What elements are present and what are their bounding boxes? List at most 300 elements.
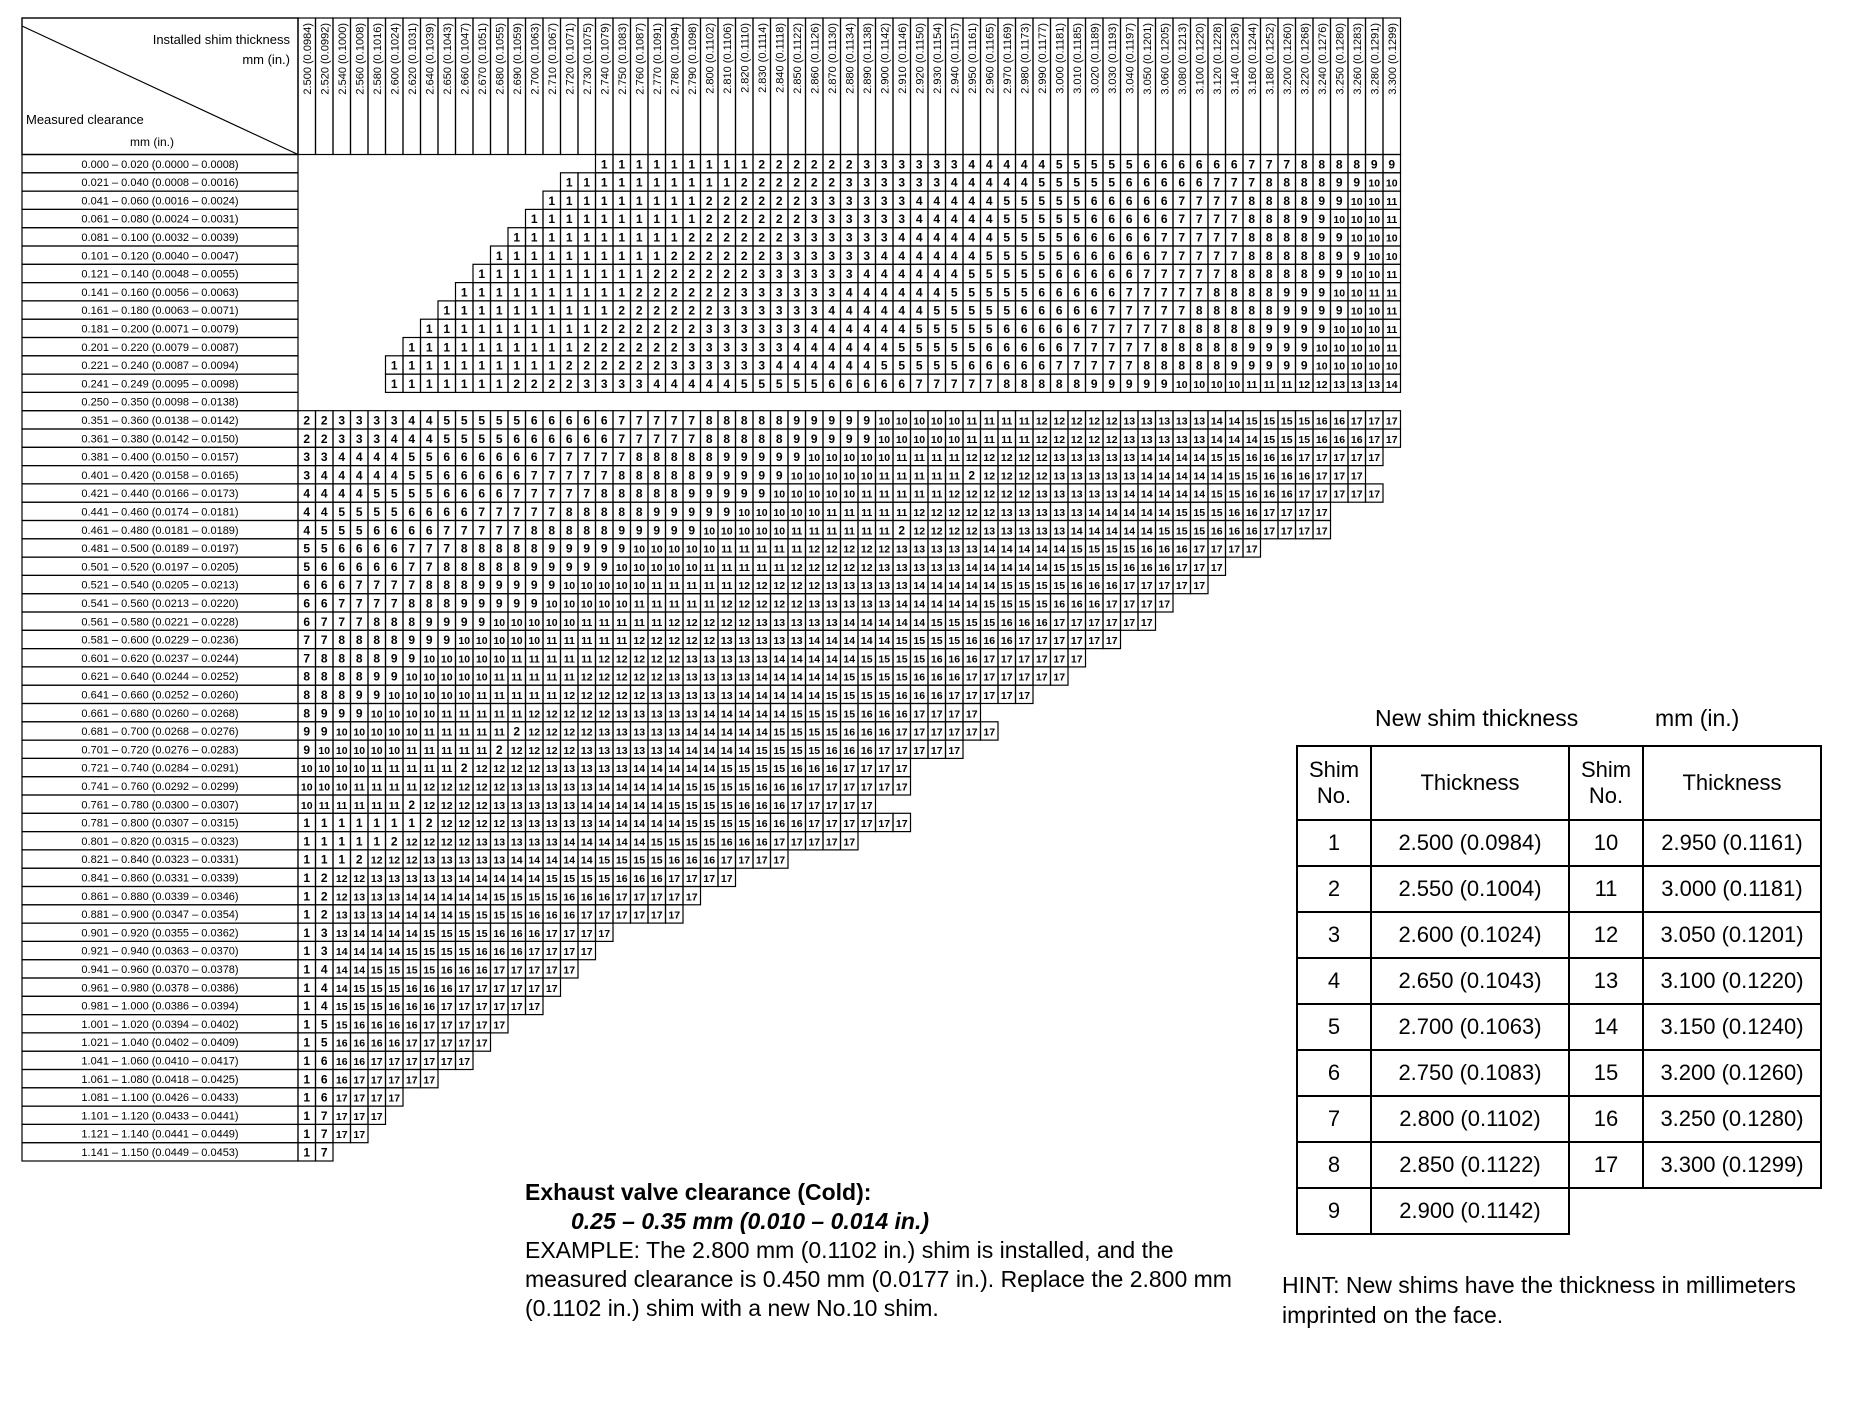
shim-number: 17 (965, 671, 978, 684)
shim-number: 4 (828, 358, 836, 373)
shim-number: 1 (530, 230, 538, 245)
shim-number: 10 (650, 543, 663, 556)
shim-number: 7 (355, 614, 363, 629)
shim-number: 4 (303, 486, 311, 501)
shim-number: 15 (563, 873, 576, 885)
shim-number: 8 (530, 541, 538, 556)
shim-number: 10 (405, 690, 418, 702)
shim-number: 11 (318, 799, 330, 812)
shim-number: 10 (1350, 232, 1363, 245)
shim-number: 11 (353, 781, 365, 794)
shim-number: 15 (1158, 525, 1171, 538)
shim-no: 11 (1569, 866, 1643, 912)
shim-number: 17 (1350, 452, 1363, 465)
shim-number: 14 (1175, 470, 1188, 483)
shim-number: 12 (825, 543, 838, 556)
shim-number: 8 (1283, 212, 1291, 227)
shim-number: 17 (1070, 653, 1083, 666)
shim-number: 7 (618, 431, 626, 446)
shim-number: 10 (300, 799, 313, 812)
shim-number: 15 (1175, 507, 1188, 519)
shim-number: 17 (1035, 653, 1048, 666)
shim-number: 2 (355, 852, 363, 867)
shim-number: 14 (738, 690, 751, 702)
shim-number: 6 (530, 431, 538, 446)
column-header-label: 2.760 (0.1087) (634, 23, 647, 95)
shim-number: 7 (373, 596, 381, 611)
row-header-label: 0.351 – 0.360 (0.0138 – 0.0142) (81, 415, 239, 427)
shim-number: 8 (1248, 212, 1256, 227)
shim-number: 12 (580, 671, 593, 684)
shim-number: 3 (635, 376, 643, 391)
shim-number: 3 (758, 267, 766, 282)
shim-number: 8 (1318, 175, 1326, 190)
shim-number: 7 (600, 450, 608, 465)
shim-number: 12 (983, 452, 996, 465)
shim-number: 12 (1000, 470, 1013, 483)
shim-number: 3 (775, 267, 783, 282)
shim-number: 17 (965, 708, 978, 721)
shim-number: 17 (790, 836, 803, 849)
shim-number: 5 (373, 486, 381, 501)
shim-number: 9 (1265, 322, 1273, 336)
shim-number: 14 (1193, 488, 1206, 501)
row-header-label: 0.081 – 0.100 (0.0032 – 0.0039) (81, 232, 239, 244)
shim-number: 6 (390, 523, 398, 538)
shim-number: 9 (740, 468, 748, 483)
shim-number: 7 (1108, 322, 1116, 336)
shim-number: 11 (476, 726, 488, 739)
shim-number: 9 (1353, 248, 1361, 263)
shim-number: 17 (580, 909, 593, 922)
shim-number: 13 (1070, 470, 1083, 483)
shim-number: 10 (510, 635, 523, 648)
shim-number: 2 (775, 175, 783, 190)
shim-number: 15 (388, 964, 401, 977)
shim-number: 8 (1195, 303, 1203, 318)
shim-number: 6 (338, 559, 346, 574)
shim-number: 17 (335, 1129, 348, 1142)
shim-number: 4 (320, 505, 328, 519)
shim-number: 17 (825, 818, 838, 831)
shim-number: 8 (303, 706, 311, 721)
shim-number: 11 (931, 470, 943, 483)
shim-number: 11 (703, 580, 715, 593)
shim-number: 14 (423, 891, 436, 904)
shim-number: 1 (583, 212, 591, 227)
shim-number: 12 (965, 525, 978, 538)
shim-number: 8 (1160, 358, 1168, 373)
shim-number: 14 (965, 580, 978, 593)
column-header-label: 2.680 (0.1055) (494, 23, 507, 95)
shim-number: 16 (1350, 433, 1363, 446)
shim-number: 6 (583, 431, 591, 446)
shim-number: 17 (685, 891, 698, 904)
shim-number: 15 (1000, 598, 1013, 611)
shim-number: 14 (633, 836, 646, 849)
shim-number: 10 (895, 415, 908, 428)
shim-number: 5 (915, 322, 923, 336)
shim-number: 15 (1228, 452, 1241, 465)
shim-number: 6 (460, 468, 468, 483)
shim-number: 7 (653, 413, 661, 428)
shim-number: 1 (303, 1072, 311, 1087)
shim-number: 11 (581, 635, 593, 648)
shim-number: 17 (1070, 616, 1083, 629)
shim-number: 7 (1195, 248, 1203, 263)
shim-number: 8 (443, 559, 451, 574)
shim-number: 14 (773, 690, 786, 702)
shim-number: 6 (1038, 303, 1046, 318)
shim-number: 7 (1160, 285, 1168, 300)
shim-number: 6 (530, 450, 538, 465)
shim-number: 10 (1315, 360, 1328, 373)
shim-number: 13 (860, 580, 873, 593)
shim-number: 9 (600, 541, 608, 556)
shim-number: 17 (388, 1074, 401, 1087)
shim-number: 17 (440, 1037, 453, 1050)
shim-number: 7 (513, 523, 521, 538)
shim-number: 15 (878, 690, 891, 702)
shim-number: 4 (793, 340, 801, 355)
shim-number: 9 (1335, 193, 1343, 208)
shim-number: 15 (1088, 543, 1101, 556)
shim-number: 14 (615, 781, 628, 794)
shim-number: 5 (355, 523, 363, 538)
shim-number: 6 (1090, 193, 1098, 208)
col-thickness-2: Thickness (1643, 746, 1821, 820)
shim-number: 8 (1248, 248, 1256, 263)
shim-number: 14 (598, 818, 611, 831)
shim-number: 4 (933, 212, 941, 227)
shim-number: 7 (320, 1145, 328, 1160)
shim-number: 7 (1125, 303, 1133, 318)
column-header-label: 2.830 (0.1114) (756, 23, 769, 93)
shim-number: 16 (1105, 580, 1118, 593)
column-header-label: 2.930 (0.1154) (931, 23, 944, 94)
shim-number: 12 (440, 836, 453, 849)
shim-number: 5 (1090, 175, 1098, 190)
shim-number: 17 (1193, 580, 1206, 593)
shim-no: 7 (1297, 1096, 1371, 1142)
row-header-label: 0.141 – 0.160 (0.0056 – 0.0063) (81, 286, 239, 299)
shim-number: 11 (563, 671, 575, 684)
shim-number: 7 (1125, 358, 1133, 373)
shim-number: 7 (408, 541, 416, 556)
shim-number: 11 (931, 488, 943, 501)
row-header-label: 0.721 – 0.740 (0.0284 – 0.0291) (81, 762, 239, 775)
shim-number: 1 (303, 962, 311, 977)
shim-number: 10 (563, 616, 576, 629)
shim-number: 12 (580, 726, 593, 739)
shim-number: 12 (475, 818, 488, 831)
shim-number: 14 (1140, 525, 1153, 538)
shim-number: 2 (775, 212, 783, 227)
shim-number: 12 (528, 726, 541, 739)
shim-number: 16 (825, 744, 838, 757)
shim-number: 4 (933, 193, 941, 208)
shim-number: 9 (1283, 340, 1291, 355)
shim-number: 14 (633, 763, 646, 776)
shim-number: 16 (790, 763, 803, 776)
shim-number: 3 (303, 468, 311, 483)
shim-number: 4 (828, 340, 836, 355)
shim-number: 11 (1386, 305, 1398, 318)
shim-number: 15 (598, 873, 611, 885)
shim-number: 17 (1140, 580, 1153, 593)
shim-number: 2 (705, 303, 713, 318)
shim-number: 16 (493, 946, 506, 959)
shim-number: 15 (930, 635, 943, 648)
shim-number: 16 (405, 1019, 418, 1032)
shim-number: 12 (405, 854, 418, 867)
shim-number: 7 (1073, 340, 1081, 355)
shim-number: 13 (1158, 415, 1171, 428)
shim-number: 5 (460, 413, 468, 428)
shim-number: 17 (353, 1074, 366, 1087)
shim-number: 10 (1333, 214, 1346, 227)
shim-number: 11 (878, 470, 890, 483)
shim-number: 12 (790, 561, 803, 574)
shim-number: 16 (1245, 507, 1258, 519)
shim-number: 3 (758, 358, 766, 373)
shim-number: 15 (370, 964, 383, 977)
shim-number: 13 (510, 818, 523, 831)
shim-number: 11 (458, 744, 470, 757)
shim-number: 3 (740, 285, 748, 300)
shim-number: 14 (335, 946, 348, 959)
shim-number: 10 (808, 488, 821, 501)
shim-number: 1 (513, 322, 521, 336)
shim-number: 6 (565, 413, 573, 428)
shim-number: 17 (773, 836, 786, 849)
shim-number: 2 (618, 358, 626, 373)
shim-number: 16 (738, 799, 751, 812)
shim-number: 15 (598, 854, 611, 867)
shim-number: 12 (948, 507, 961, 519)
shim-number: 2 (320, 889, 328, 904)
shim-number: 8 (1213, 322, 1221, 336)
shim-number: 10 (300, 763, 313, 776)
shim-number: 7 (1213, 230, 1221, 245)
shim-number: 6 (373, 541, 381, 556)
shim-number: 14 (1140, 488, 1153, 501)
shim-number: 6 (355, 559, 363, 574)
shim-number: 10 (353, 763, 366, 776)
shim-number: 15 (1210, 507, 1223, 519)
column-header-label: 2.640 (0.1039) (424, 23, 437, 95)
shim-number: 14 (510, 854, 523, 867)
shim-number: 7 (408, 559, 416, 574)
shim-number: 17 (1123, 616, 1136, 629)
row-header-label: 0.381 – 0.400 (0.0150 – 0.0157) (81, 451, 239, 464)
row-header-label: 0.000 – 0.020 (0.0000 – 0.0008) (81, 158, 239, 171)
shim-number: 1 (408, 376, 416, 391)
shim-number: 17 (493, 1019, 506, 1032)
shim-number: 14 (668, 763, 681, 776)
shim-number: 10 (318, 763, 331, 776)
corner-left-label-2: mm (in.) (130, 135, 174, 149)
shim-number: 3 (740, 322, 748, 336)
shim-number: 11 (966, 415, 978, 428)
shim-number: 14 (755, 690, 768, 702)
shim-thickness: 3.250 (0.1280) (1643, 1096, 1821, 1142)
shim-number: 2 (670, 267, 678, 282)
shim-number: 10 (790, 488, 803, 501)
shim-number: 7 (338, 614, 346, 629)
shim-number: 14 (825, 653, 838, 666)
shim-number: 12 (423, 836, 436, 849)
shim-number: 14 (1210, 415, 1223, 428)
shim-number: 10 (1193, 378, 1206, 391)
column-header-label: 2.860 (0.1126) (809, 23, 822, 94)
shim-number: 17 (545, 982, 558, 995)
shim-number: 13 (510, 799, 523, 812)
shim-number: 3 (775, 248, 783, 263)
shim-number: 17 (755, 854, 768, 867)
shim-number: 7 (1090, 340, 1098, 355)
shim-number: 6 (898, 376, 906, 391)
shim-number: 2 (758, 175, 766, 190)
shim-number: 13 (913, 543, 926, 556)
shim-number: 3 (898, 212, 906, 227)
shim-number: 13 (475, 836, 488, 849)
shim-number: 17 (353, 1110, 366, 1123)
shim-number: 1 (583, 303, 591, 318)
shim-number: 1 (688, 175, 696, 190)
shim-number: 17 (353, 1129, 366, 1142)
shim-number: 1 (443, 376, 451, 391)
shim-number: 13 (843, 580, 856, 593)
shim-number: 1 (390, 358, 398, 373)
shim-number: 13 (353, 891, 366, 904)
shim-number: 5 (1038, 212, 1046, 227)
shim-number: 4 (810, 340, 818, 355)
shim-number: 8 (653, 450, 661, 465)
shim-number: 14 (1158, 507, 1171, 519)
shim-number: 13 (1070, 488, 1083, 501)
column-header-label: 3.300 (0.1299) (1386, 23, 1399, 95)
shim-number: 14 (930, 580, 943, 593)
shim-number: 4 (985, 212, 993, 227)
shim-number: 6 (1160, 175, 1168, 190)
shim-number: 12 (1035, 452, 1048, 465)
shim-number: 7 (915, 376, 923, 391)
shim-number: 11 (1001, 415, 1013, 428)
shim-number: 8 (635, 450, 643, 465)
shim-number: 8 (390, 633, 398, 648)
shim-number: 4 (898, 285, 906, 300)
shim-number: 17 (843, 836, 856, 849)
shim-number: 11 (878, 488, 890, 501)
shim-number: 9 (600, 559, 608, 574)
shim-number: 5 (390, 505, 398, 519)
shim-number: 10 (370, 744, 383, 757)
shim-number: 10 (1333, 342, 1346, 355)
shim-number: 17 (1298, 507, 1311, 519)
shim-number: 14 (633, 818, 646, 831)
shim-number: 17 (458, 1056, 471, 1068)
shim-number: 12 (773, 580, 786, 593)
shim-number: 2 (635, 340, 643, 355)
shim-number: 5 (320, 523, 328, 538)
shim-number: 3 (810, 267, 818, 282)
shim-number: 8 (530, 523, 538, 538)
shim-number: 14 (405, 909, 418, 922)
shim-number: 10 (913, 433, 926, 446)
shim-number: 17 (1053, 616, 1066, 629)
new-shim-row (1297, 1142, 1821, 1188)
shim-number: 8 (1265, 230, 1273, 245)
shim-number: 9 (1300, 322, 1308, 336)
shim-number: 2 (723, 285, 731, 300)
shim-number: 11 (651, 598, 663, 611)
shim-number: 8 (443, 596, 451, 611)
shim-number: 7 (1230, 212, 1238, 227)
shim-number: 10 (633, 543, 646, 556)
shim-number: 11 (1386, 324, 1398, 336)
shim-number: 15 (1228, 470, 1241, 483)
shim-number: 15 (703, 836, 716, 849)
shim-number: 16 (1315, 415, 1328, 428)
shim-number: 12 (458, 818, 471, 831)
shim-number: 12 (370, 854, 383, 867)
shim-number: 9 (373, 688, 381, 702)
shim-number: 11 (511, 653, 523, 666)
shim-number: 15 (685, 781, 698, 794)
shim-number: 14 (913, 598, 926, 611)
shim-number: 1 (670, 212, 678, 227)
shim-number: 17 (370, 1056, 383, 1068)
column-header-label: 2.740 (0.1079) (599, 23, 612, 95)
shim-number: 5 (933, 322, 941, 336)
shim-number: 1 (478, 267, 486, 282)
shim-number: 17 (668, 909, 681, 922)
shim-number: 17 (1350, 488, 1363, 501)
shim-number: 6 (565, 431, 573, 446)
shim-number: 12 (440, 781, 453, 794)
shim-number: 16 (755, 818, 768, 831)
shim-number: 12 (738, 598, 751, 611)
shim-number: 6 (443, 450, 451, 465)
shim-number: 16 (1280, 452, 1293, 465)
shim-number: 3 (863, 248, 871, 263)
shim-number: 12 (1070, 415, 1083, 428)
shim-number: 10 (1333, 287, 1346, 300)
row-header-label: 0.061 – 0.080 (0.0024 – 0.0031) (81, 213, 239, 226)
shim-number: 1 (740, 157, 748, 172)
shim-number: 8 (1213, 340, 1221, 355)
new-shim-title-text: New shim thickness (1375, 705, 1579, 731)
shim-number: 6 (1143, 212, 1151, 227)
shim-number: 16 (790, 818, 803, 831)
shim-number: 10 (1385, 177, 1398, 190)
shim-number: 12 (755, 598, 768, 611)
shim-number: 17 (860, 799, 873, 812)
shim-number: 12 (563, 744, 576, 757)
shim-number: 6 (425, 505, 433, 519)
shim-number: 14 (1018, 561, 1031, 574)
shim-number: 10 (878, 433, 891, 446)
row-header-label: 0.861 – 0.880 (0.0339 – 0.0346) (81, 890, 239, 903)
shim-number: 2 (740, 212, 748, 227)
shim-number: 5 (425, 468, 433, 483)
shim-number: 2 (758, 248, 766, 263)
shim-number: 6 (460, 450, 468, 465)
column-header-label: 3.050 (0.1201) (1141, 23, 1154, 95)
shim-number: 17 (528, 1001, 541, 1014)
shim-number: 2 (425, 816, 433, 831)
